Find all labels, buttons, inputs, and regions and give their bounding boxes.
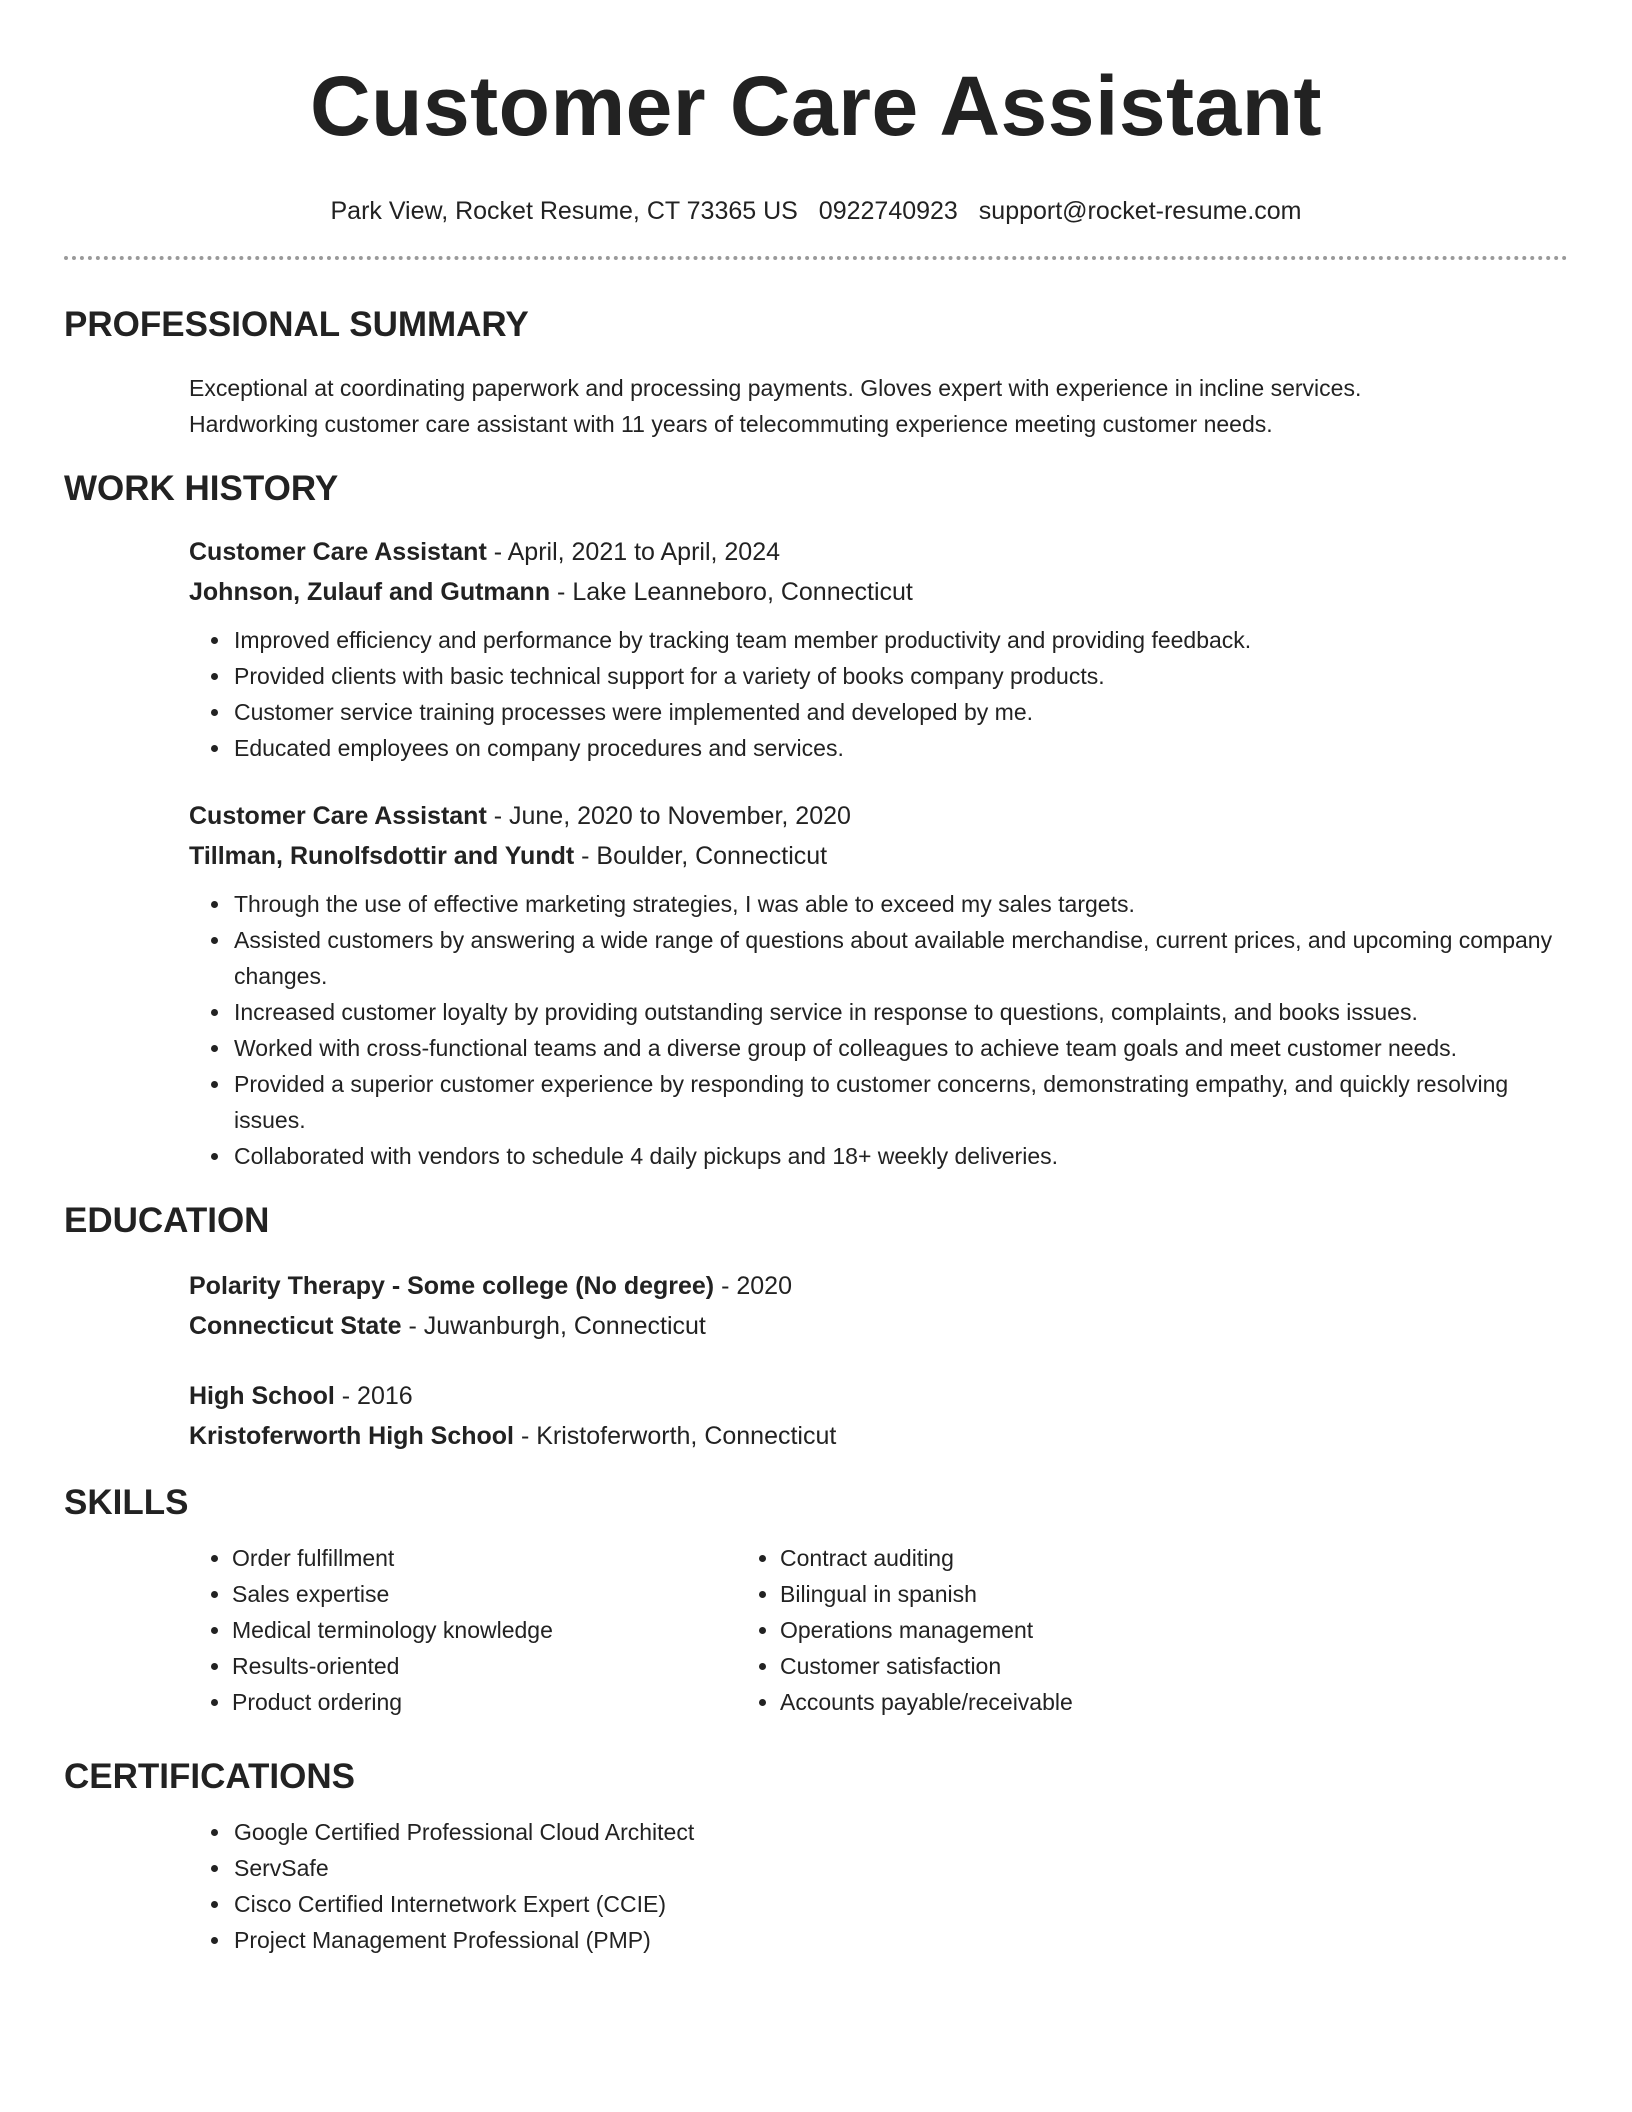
header-divider (64, 256, 1568, 260)
job-entry (189, 796, 1568, 876)
certifications-title: CERTIFICATIONS (64, 1757, 356, 1796)
job-bullet: • Worked with cross-functional teams and a diverse group of colleagues to achieve team goals and meet customer needs. (232, 1030, 1568, 1066)
education-entry (189, 1376, 1568, 1456)
job-bullets (64, 622, 1568, 766)
job-bullet: • Improved efficiency and performance by tracking team member productivity and providing feedback. (232, 622, 1568, 658)
education-year: - 2016 (334, 1382, 413, 1410)
work-history-section (64, 468, 1568, 1174)
education-degree: High School (189, 1382, 335, 1410)
summary-title: PROFESSIONAL SUMMARY (64, 305, 529, 344)
candidate-name: Customer Care Assistant (309, 59, 1323, 153)
job-company: Tillman, Runolfsdottir and Yundt (189, 842, 575, 870)
education-school: Kristoferworth High School (189, 1422, 514, 1450)
summary-text (189, 370, 1568, 442)
job-company-line (189, 836, 1568, 876)
skills-section (64, 1482, 1568, 1720)
job-company: Johnson, Zulauf and Gutmann (189, 578, 551, 606)
job-bullet: • Provided a superior customer experience by responding to customer concerns, demonstrating empathy, and quickly resolving issues. (232, 1066, 1568, 1138)
job-bullet: • Provided clients with basic technical support for a variety of books company products. (232, 658, 1568, 694)
education-school-line (189, 1306, 1568, 1346)
certification-item: • ServSafe (232, 1850, 1568, 1886)
skill-item: • Medical terminology knowledge (232, 1612, 740, 1648)
job-bullets (64, 886, 1568, 1174)
skill-item: • Contract auditing (780, 1540, 1073, 1576)
certification-item: • Google Certified Professional Cloud Architect (232, 1814, 1568, 1850)
education-school: Connecticut State (189, 1312, 402, 1340)
skill-item: • Order fulfillment (232, 1540, 740, 1576)
skills-grid (64, 1540, 1568, 1720)
contact-email: support@rocket-resume.com (978, 197, 1302, 225)
education-school-line (189, 1416, 1568, 1456)
summary-line-1: Exceptional at coordinating paperwork and processing payments. Gloves expert with experience in incline services. (189, 375, 1362, 401)
contact-phone: 0922740923 (818, 197, 958, 225)
job-role: Customer Care Assistant (189, 802, 487, 830)
job-bullet: • Collaborated with vendors to schedule 4 daily pickups and 18+ weekly deliveries. (232, 1138, 1568, 1174)
skill-item: • Accounts payable/receivable (780, 1684, 1073, 1720)
skill-item: • Bilingual in spanish (780, 1576, 1073, 1612)
job-entry (189, 532, 1568, 612)
skill-item: • Operations management (780, 1612, 1073, 1648)
certifications-list (64, 1814, 1568, 1958)
education-title: EDUCATION (64, 1201, 270, 1240)
skill-item: • Sales expertise (232, 1576, 740, 1612)
job-bullet: • Educated employees on company procedures and services. (232, 730, 1568, 766)
job-bullet: • Through the use of effective marketing strategies, I was able to exceed my sales targets. (232, 886, 1568, 922)
education-entry (189, 1266, 1568, 1346)
summary-line-2: Hardworking customer care assistant with 11 years of telecommuting experience meeting customer needs. (189, 411, 1273, 437)
education-degree-line (189, 1266, 1568, 1306)
skill-item: • Results-oriented (232, 1648, 740, 1684)
education-degree: Polarity Therapy - Some college (No degree) (189, 1272, 715, 1300)
work-history-title: WORK HISTORY (64, 469, 339, 508)
resume-header (64, 0, 1568, 226)
skill-item: • Product ordering (232, 1684, 740, 1720)
education-location: - Kristoferworth, Connecticut (514, 1422, 837, 1450)
job-role: Customer Care Assistant (189, 538, 487, 566)
job-bullet: • Customer service training processes were implemented and developed by me. (232, 694, 1568, 730)
job-location: - Lake Leanneboro, Connecticut (550, 578, 913, 606)
job-dates: - June, 2020 to November, 2020 (486, 802, 851, 830)
contact-line (64, 196, 1568, 226)
job-title-line (189, 532, 1568, 572)
job-company-line (189, 572, 1568, 612)
education-year: - 2020 (714, 1272, 792, 1300)
job-bullet: • Increased customer loyalty by providing outstanding service in response to questions, complaints, and books issues. (232, 994, 1568, 1030)
certification-item: • Cisco Certified Internetwork Expert (CCIE) (232, 1886, 1568, 1922)
job-bullet: • Assisted customers by answering a wide range of questions about available merchandise, current prices, and upcoming company changes. (232, 922, 1568, 994)
skills-title: SKILLS (64, 1483, 189, 1522)
summary-section (64, 304, 1568, 442)
skills-list-left (64, 1540, 740, 1720)
certifications-section (64, 1756, 1568, 1958)
job-title-line (189, 796, 1568, 836)
certification-item: • Project Management Professional (PMP) (232, 1922, 1568, 1958)
contact-address: Park View, Rocket Resume, CT 73365 US (330, 197, 798, 225)
job-dates: - April, 2021 to April, 2024 (486, 538, 781, 566)
skills-list-right (740, 1540, 1073, 1720)
education-degree-line (189, 1376, 1568, 1416)
job-location: - Boulder, Connecticut (574, 842, 828, 870)
education-location: - Juwanburgh, Connecticut (401, 1312, 706, 1340)
skill-item: • Customer satisfaction (780, 1648, 1073, 1684)
education-section (64, 1200, 1568, 1456)
